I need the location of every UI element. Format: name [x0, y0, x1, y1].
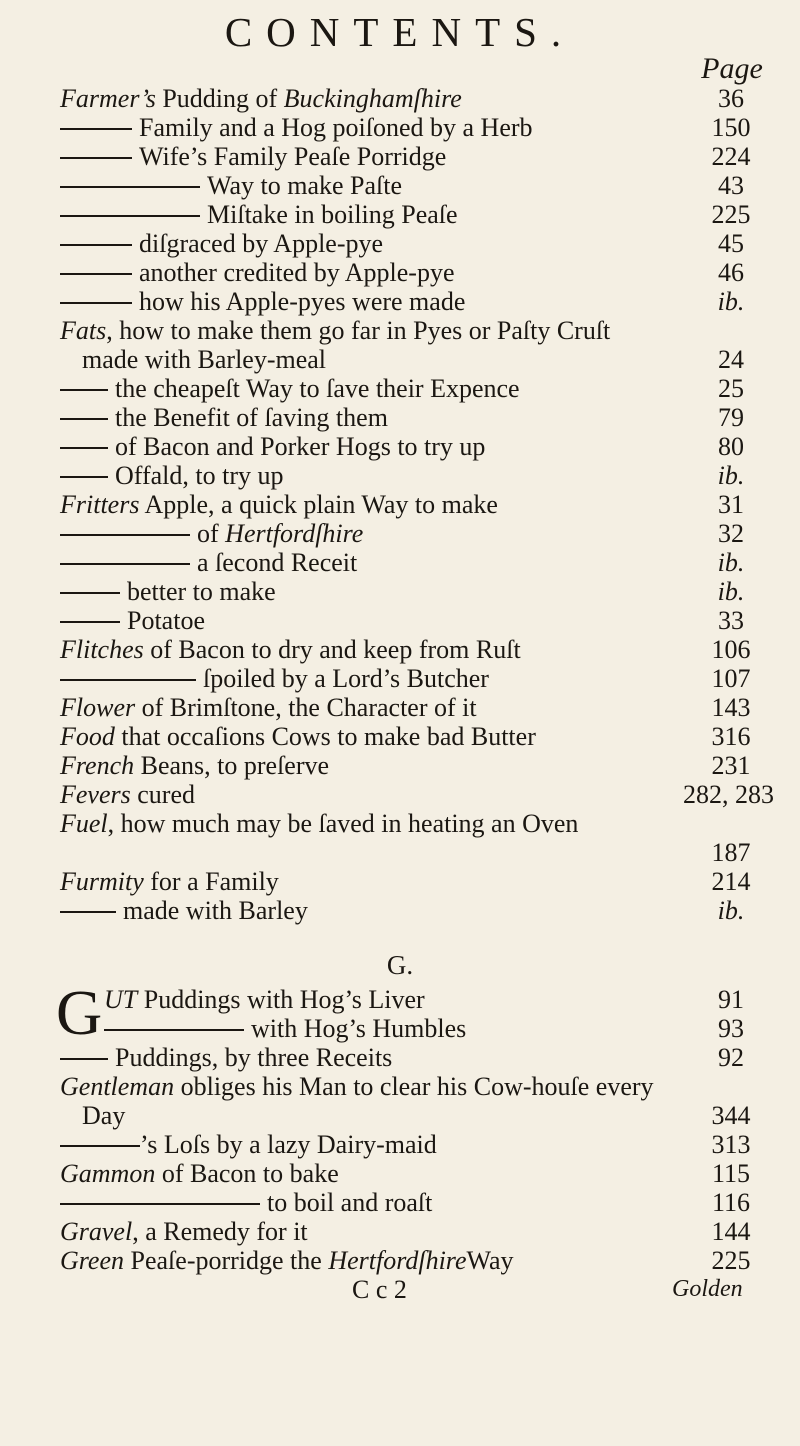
entry-description: made with Barley — [123, 896, 308, 925]
index-entry — [0, 461, 800, 490]
entry-headword: Food — [60, 722, 115, 751]
index-entry — [0, 838, 800, 867]
entry-description: of — [197, 519, 226, 548]
index-entry — [0, 548, 800, 577]
page-number: 80 — [718, 432, 744, 461]
entry-description: Wife’s Family Peaſe Porridge — [139, 142, 447, 171]
index-entry — [0, 1159, 800, 1188]
entry-text — [60, 896, 308, 925]
entry-description: another credited by Apple-pye — [139, 258, 455, 287]
entry-description: of Bacon to bake — [155, 1159, 339, 1188]
page-number: ib. — [717, 577, 745, 606]
entry-description: ſpoiled by a Lord’s Butcher — [203, 664, 489, 693]
entry-text — [60, 1217, 308, 1246]
index-entry — [0, 1130, 800, 1159]
page-number: ib. — [717, 287, 745, 316]
entry-text — [60, 461, 284, 490]
index-entry — [0, 142, 800, 171]
page-number: ib. — [717, 548, 745, 577]
entry-headword: Furmity — [60, 867, 144, 896]
page-number: 91 — [718, 985, 744, 1014]
page-title: CONTENTS. — [224, 9, 576, 55]
section-heading-g: G. — [386, 950, 414, 980]
ditto-dash — [60, 389, 108, 391]
entry-text — [60, 171, 402, 200]
ditto-dash — [60, 563, 190, 565]
entry-headword: Green — [60, 1246, 125, 1275]
entry-description: Way to make Paſte — [207, 171, 403, 200]
page-footer — [0, 1275, 800, 1304]
index-entry — [0, 200, 800, 229]
ditto-dash — [60, 302, 132, 304]
index-entry — [0, 1014, 800, 1043]
entry-description: Beans, to preſerve — [134, 751, 330, 780]
ditto-dash — [60, 418, 108, 420]
page-number: 150 — [711, 113, 751, 142]
entry-text — [60, 722, 536, 751]
entry-description: Pudding of — [155, 84, 284, 113]
page-number: 187 — [711, 838, 751, 867]
page-column-heading: Page — [701, 52, 763, 85]
page-number: 224 — [711, 142, 751, 171]
entry-text — [60, 200, 458, 229]
entry-text — [60, 693, 477, 722]
entry-headword: French — [60, 751, 135, 780]
entry-description: with Hog’s Humbles — [251, 1014, 467, 1043]
page-number: 93 — [718, 1014, 744, 1043]
entry-text — [60, 403, 388, 432]
entry-text — [60, 751, 329, 780]
entry-description: the Benefit of ſaving them — [115, 403, 388, 432]
index-entry — [0, 780, 800, 809]
entry-description: cured — [130, 780, 195, 809]
index-entry — [0, 374, 800, 403]
entry-description: Peaſe-porridge the — [124, 1246, 329, 1275]
entry-description: how his Apple-pyes were made — [139, 287, 466, 316]
index-entry — [0, 403, 800, 432]
entry-description: of Brimſtone, the Character of it — [135, 693, 477, 722]
entry-text — [60, 1043, 392, 1072]
entry-text — [60, 635, 521, 664]
ditto-dash — [60, 534, 190, 536]
entry-description: to boil and roaſt — [267, 1188, 433, 1217]
page-number: 225 — [711, 200, 751, 229]
entry-description: Potatoe — [127, 606, 205, 635]
entry-place-name: Buckinghamſhire — [283, 84, 462, 113]
index-entries — [0, 84, 800, 1304]
ditto-dash — [60, 244, 132, 246]
index-entry — [0, 664, 800, 693]
entry-text — [60, 374, 520, 403]
entry-description: obliges his Man to clear his Cow-houſe every — [174, 1072, 654, 1101]
page-number: 106 — [711, 635, 751, 664]
page-number: 143 — [711, 693, 751, 722]
page-number: 231 — [711, 751, 751, 780]
page-number: 144 — [711, 1217, 751, 1246]
entry-place-name: Hertfordſhire — [328, 1246, 467, 1275]
page-number: 24 — [718, 345, 744, 374]
entry-text — [60, 809, 578, 838]
entry-text — [82, 1101, 125, 1130]
entry-text — [60, 519, 363, 548]
index-entry — [0, 809, 800, 838]
page-number: 36 — [718, 84, 744, 113]
index-entry — [0, 751, 800, 780]
entry-description: ’s Loſs by a lazy Dairy-maid — [140, 1130, 437, 1159]
entry-text — [60, 1188, 432, 1217]
index-entry — [0, 722, 800, 751]
entry-headword: UT — [104, 985, 138, 1014]
entry-description: , a Remedy for it — [132, 1217, 308, 1246]
entry-text — [82, 345, 326, 374]
page-number: 92 — [718, 1043, 744, 1072]
page-number: 313 — [711, 1130, 751, 1159]
ditto-dash — [104, 1029, 244, 1031]
index-entry — [0, 519, 800, 548]
entry-description: for a Family — [143, 867, 279, 896]
entry-headword: Flower — [60, 693, 136, 722]
index-entry — [0, 490, 800, 519]
entry-text — [60, 287, 465, 316]
entry-headword: Fuel — [60, 809, 108, 838]
index-entry — [0, 316, 800, 345]
entry-text — [60, 664, 489, 693]
index-entry — [0, 171, 800, 200]
ditto-dash — [60, 621, 120, 623]
index-entry — [0, 258, 800, 287]
page-number: 107 — [711, 664, 751, 693]
entry-description: Miſtake in boiling Peaſe — [207, 200, 458, 229]
page-number: ib. — [717, 461, 745, 490]
index-entry — [0, 345, 800, 374]
entry-description: , how to make them go far in Pyes or Paſty Cruſt — [106, 316, 611, 345]
entry-description: of Bacon and Porker Hogs to try up — [115, 432, 486, 461]
entry-description: the cheapeſt Way to ſave their Expence — [115, 374, 520, 403]
index-entry — [0, 693, 800, 722]
ditto-dash — [60, 1145, 140, 1147]
entry-text — [60, 84, 462, 113]
entry-headword: Gentleman — [60, 1072, 175, 1101]
index-entry — [0, 577, 800, 606]
index-entry — [0, 84, 800, 113]
entry-headword: Fritters — [60, 490, 140, 519]
entry-text — [60, 1159, 339, 1188]
ditto-dash — [60, 592, 120, 594]
page-number: ib. — [717, 896, 745, 925]
ditto-dash — [60, 186, 200, 188]
index-entry — [0, 1188, 800, 1217]
index-entry — [0, 1043, 800, 1072]
entry-text — [60, 548, 357, 577]
page-number: 214 — [711, 867, 751, 896]
entry-text — [60, 577, 276, 606]
ditto-dash — [60, 476, 108, 478]
entry-description: , how much may be ſaved in heating an Oven — [107, 809, 579, 838]
entry-headword: Flitches — [60, 635, 144, 664]
index-entry — [0, 867, 800, 896]
index-entry — [0, 896, 800, 925]
entry-description: Offald, to try up — [115, 461, 284, 490]
entry-place-name: Hertfordſhire — [225, 519, 364, 548]
entry-headword: Gravel — [60, 1217, 133, 1246]
entry-text — [60, 1072, 654, 1101]
entry-description: Day — [82, 1101, 126, 1130]
ditto-dash — [60, 447, 108, 449]
entry-text — [60, 316, 610, 345]
entry-text — [60, 1246, 514, 1275]
entry-description: better to make — [127, 577, 276, 606]
ditto-dash — [60, 273, 132, 275]
entry-headword: Fats — [60, 316, 107, 345]
ditto-dash — [60, 911, 116, 913]
entry-text — [60, 490, 498, 519]
entry-text — [60, 229, 383, 258]
index-entry — [0, 1072, 800, 1101]
page-number: 31 — [718, 490, 744, 519]
index-entry — [0, 635, 800, 664]
page-number: 45 — [718, 229, 744, 258]
index-entry — [0, 1101, 800, 1130]
index-entry — [0, 432, 800, 461]
page-number: 344 — [711, 1101, 751, 1130]
entry-description: Puddings with Hog’s Liver — [137, 985, 425, 1014]
ditto-dash — [60, 1058, 108, 1060]
entry-description: Way — [466, 1246, 514, 1275]
page-number: 282, 283 — [683, 780, 774, 809]
drop-capital: G — [56, 977, 103, 1048]
ditto-dash — [60, 157, 132, 159]
entry-description: Puddings, by three Receits — [115, 1043, 393, 1072]
page-number: 46 — [718, 258, 744, 287]
entry-text — [60, 780, 195, 809]
entry-headword: Gammon — [60, 1159, 156, 1188]
page-number: 316 — [711, 722, 751, 751]
page-number: 79 — [718, 403, 744, 432]
entry-text — [60, 606, 205, 635]
index-entry — [0, 606, 800, 635]
ditto-dash — [60, 215, 200, 217]
entry-description: Family and a Hog poiſoned by a Herb — [139, 113, 533, 142]
page-number: 225 — [711, 1246, 751, 1275]
ditto-dash — [60, 679, 196, 681]
index-entry — [0, 1246, 800, 1275]
ditto-dash — [60, 1203, 260, 1205]
entry-text — [60, 432, 485, 461]
ditto-dash — [60, 128, 132, 130]
entry-description: diſgraced by Apple-pye — [139, 229, 384, 258]
entry-description: that occaſions Cows to make bad Butter — [114, 722, 536, 751]
page-number: 43 — [718, 171, 744, 200]
index-entry — [0, 287, 800, 316]
index-entry — [0, 113, 800, 142]
index-entry — [0, 1217, 800, 1246]
entry-text — [60, 1130, 437, 1159]
page-number: 32 — [718, 519, 744, 548]
entry-text — [60, 867, 279, 896]
entry-text — [104, 1014, 466, 1043]
index-entry — [0, 229, 800, 258]
catchword: Golden — [672, 1276, 743, 1302]
entry-headword: Fevers — [60, 780, 131, 809]
entry-text — [104, 985, 425, 1014]
entry-headword: Farmer’s — [60, 84, 156, 113]
entry-description: a ſecond Receit — [197, 548, 358, 577]
entry-text — [60, 142, 446, 171]
entry-description: made with Barley-meal — [82, 345, 327, 374]
signature-mark: C c 2 — [352, 1275, 407, 1304]
entry-text — [60, 113, 533, 142]
entry-text — [60, 258, 455, 287]
page-number: 116 — [711, 1188, 751, 1217]
page-number: 33 — [718, 606, 744, 635]
page-number: 115 — [711, 1159, 751, 1188]
page-number: 25 — [718, 374, 744, 403]
entry-description: of Bacon to dry and keep from Ruſt — [143, 635, 521, 664]
entry-description: Apple, a quick plain Way to make — [139, 490, 498, 519]
